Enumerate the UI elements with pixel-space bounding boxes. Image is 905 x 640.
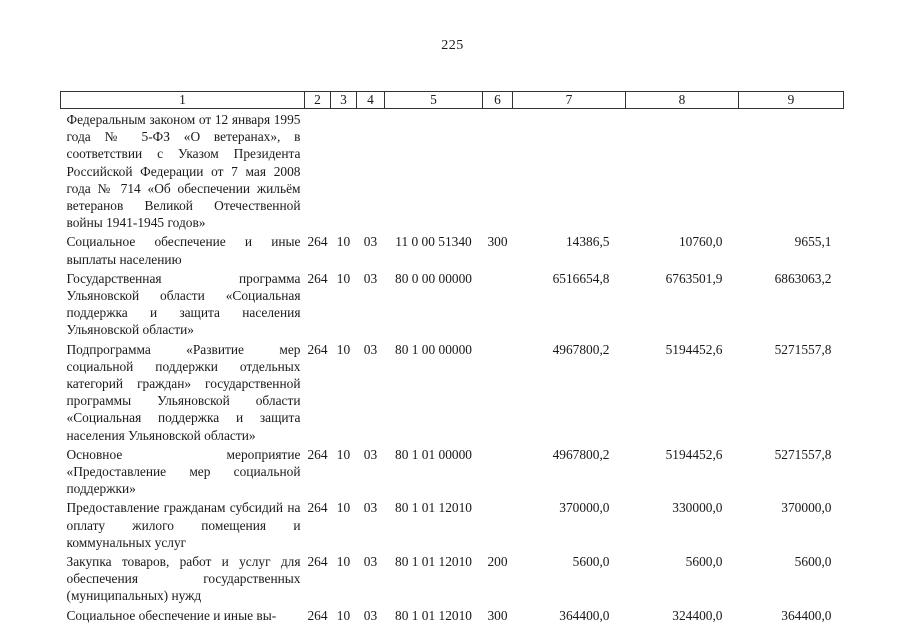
- table-row: [61, 553, 844, 607]
- cell-amount-col9: 364400,0: [781, 607, 832, 623]
- table-row: [61, 499, 844, 553]
- cell-section: 10: [336, 554, 351, 570]
- cell-amount-col8: 5194452,6: [665, 446, 723, 462]
- cell-subsection: 03: [363, 500, 378, 516]
- cell-amount-col9: 9655,1: [794, 234, 832, 250]
- row-name: Подпрограмма «Развитие мер социальной поддержки отдельных категорий граждан» государственной программы Ульяновской области «Социальная поддержка и защита населения Ульяновской области»: [66, 341, 301, 443]
- table-row: [61, 233, 844, 269]
- row-name: Социальное обеспечение и иные выплаты населению: [66, 234, 301, 267]
- cell-expense-type: 300: [487, 234, 508, 250]
- cell-target-article: 80 1 01 12010: [395, 500, 472, 516]
- cell-amount-col7: [513, 109, 626, 234]
- cell-target-article: 80 1 01 12010: [395, 554, 472, 570]
- column-header: 5: [385, 92, 483, 109]
- cell-expense-type: [483, 109, 513, 234]
- cell-target-article: 80 1 01 12010: [395, 607, 472, 623]
- cell-ministry: 264: [307, 607, 328, 623]
- column-header: 2: [305, 92, 331, 109]
- column-header: 1: [61, 92, 305, 109]
- column-header: 3: [331, 92, 357, 109]
- cell-ministry: [305, 109, 331, 234]
- cell-amount-col9: [739, 109, 844, 234]
- cell-amount-col7: 6516654,8: [552, 270, 610, 286]
- cell-expense-type: [483, 270, 513, 341]
- cell-subsection: 03: [363, 234, 378, 250]
- cell-amount-col7: 5600,0: [572, 554, 610, 570]
- cell-subsection: 03: [363, 446, 378, 462]
- cell-section: 10: [336, 446, 351, 462]
- cell-amount-col7: 364400,0: [559, 607, 610, 623]
- column-header: 9: [739, 92, 844, 109]
- cell-expense-type: 200: [487, 554, 508, 570]
- page-number: 225: [441, 38, 464, 53]
- cell-section: 10: [336, 234, 351, 250]
- cell-ministry: 264: [307, 341, 328, 357]
- cell-amount-col9: 5271557,8: [774, 446, 832, 462]
- cell-subsection: 03: [363, 554, 378, 570]
- budget-table: [60, 91, 844, 626]
- cell-section: 10: [336, 270, 351, 286]
- cell-subsection: 03: [363, 270, 378, 286]
- cell-subsection: 03: [363, 607, 378, 623]
- cell-expense-type: [483, 446, 513, 500]
- cell-amount-col9: 6863063,2: [774, 270, 832, 286]
- cell-amount-col8: 6763501,9: [665, 270, 723, 286]
- cell-amount-col9: 370000,0: [781, 500, 832, 516]
- column-header: 8: [626, 92, 739, 109]
- cell-amount-col7: 14386,5: [565, 234, 610, 250]
- column-header: 4: [357, 92, 385, 109]
- row-name: Закупка товаров, работ и услуг для обеспечения государственных (муниципальных) нужд: [66, 554, 301, 604]
- table-row: [61, 270, 844, 341]
- cell-section: 10: [336, 500, 351, 516]
- table-row: [61, 607, 844, 626]
- cell-ministry: 264: [307, 234, 328, 250]
- cell-expense-type: [483, 341, 513, 446]
- cell-amount-col8: 324400,0: [672, 607, 723, 623]
- column-header: 6: [483, 92, 513, 109]
- cell-target-article: 80 1 01 00000: [395, 446, 472, 462]
- cell-target-article: 11 0 00 51340: [395, 234, 472, 250]
- cell-ministry: 264: [307, 270, 328, 286]
- cell-target-article: [385, 109, 483, 234]
- column-header: 7: [513, 92, 626, 109]
- row-name: Государственная программа Ульяновской области «Социальная поддержка и защита населения Ульяновской области»: [66, 270, 301, 338]
- table-header-row: [61, 92, 844, 109]
- row-name: Основное мероприятие «Предоставление мер социальной поддержки»: [66, 446, 301, 497]
- cell-ministry: 264: [307, 500, 328, 516]
- cell-amount-col8: 5194452,6: [665, 341, 723, 357]
- cell-amount-col9: 5600,0: [794, 554, 832, 570]
- cell-ministry: 264: [307, 554, 328, 570]
- cell-section: 10: [336, 341, 351, 357]
- cell-target-article: 80 1 00 00000: [395, 341, 472, 357]
- row-name: Социальное обеспечение и иные вы-: [66, 607, 277, 623]
- table-row: [61, 446, 844, 500]
- cell-subsection: 03: [363, 341, 378, 357]
- table-row: [61, 109, 844, 234]
- cell-section: 10: [336, 607, 351, 623]
- cell-amount-col7: 4967800,2: [552, 446, 610, 462]
- cell-amount-col8: 330000,0: [672, 500, 723, 516]
- cell-target-article: 80 0 00 00000: [395, 270, 472, 286]
- cell-amount-col8: 10760,0: [678, 234, 723, 250]
- cell-amount-col9: 5271557,8: [774, 341, 832, 357]
- cell-expense-type: [483, 499, 513, 553]
- cell-ministry: 264: [307, 446, 328, 462]
- cell-amount-col8: [626, 109, 739, 234]
- row-name: Предоставление гражданам субсидий на оплату жилого помещения и коммунальных услуг: [66, 500, 301, 550]
- cell-section: [331, 109, 357, 234]
- cell-subsection: [357, 109, 385, 234]
- cell-amount-col8: 5600,0: [685, 554, 723, 570]
- row-name: Федеральным законом от 12 января 1995 года № 5-ФЗ «О ветеранах», в соответствии с Указом Президента Российской Федерации от 7 мая 2008 года № 714 «Об обеспечении жильём ветеранов Великой Отечественной войны 1941-1945 годов»: [66, 112, 301, 231]
- cell-amount-col7: 370000,0: [559, 500, 610, 516]
- cell-amount-col7: 4967800,2: [552, 341, 610, 357]
- cell-expense-type: 300: [487, 607, 508, 623]
- table-row: [61, 341, 844, 446]
